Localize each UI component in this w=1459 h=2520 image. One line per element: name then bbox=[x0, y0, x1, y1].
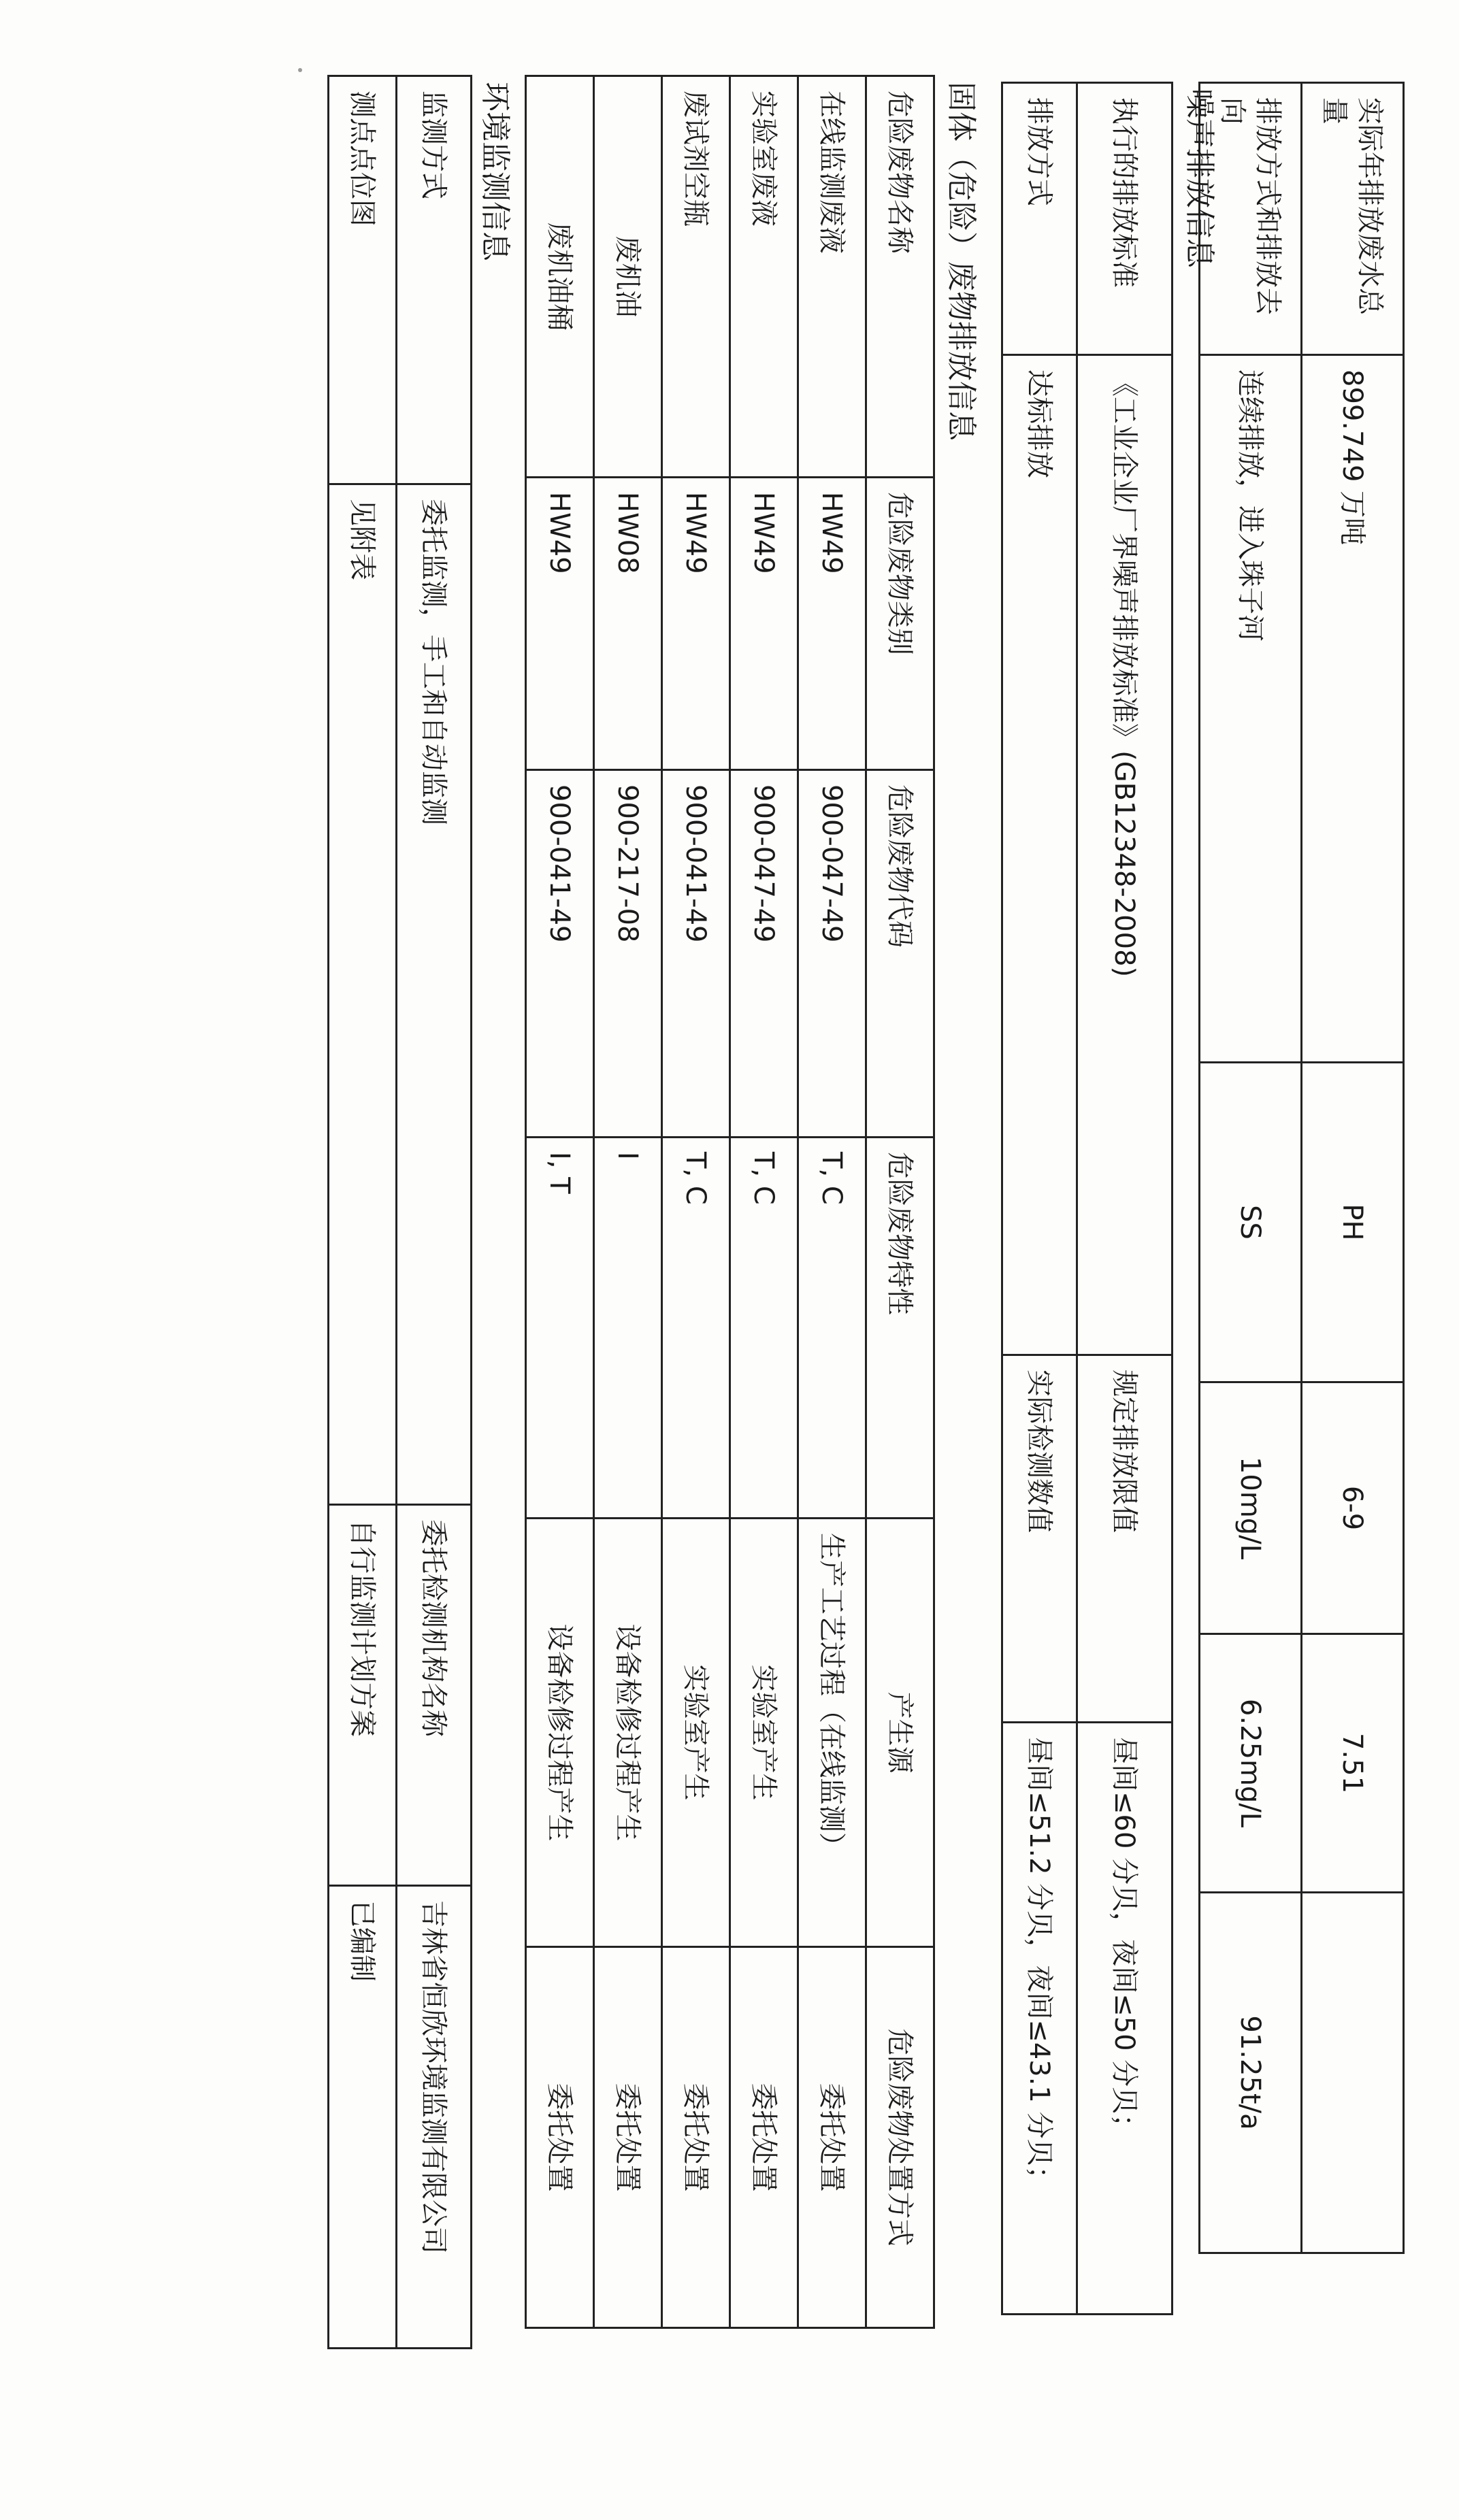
waste-property: T, C bbox=[730, 1138, 798, 1519]
monitoring-heading: 环境监测信息 bbox=[478, 82, 512, 261]
waste-name: 废机油桶 bbox=[526, 76, 594, 478]
discharge-mode-value: 连续排放，进入珠子河 bbox=[1200, 355, 1302, 1063]
waste-category: HW49 bbox=[526, 478, 594, 770]
waste-disposal: 委托处置 bbox=[594, 1947, 662, 2328]
waste-category: HW49 bbox=[730, 478, 798, 770]
ss-actual: 6.25mg/L bbox=[1200, 1634, 1302, 1893]
waste-source: 实验室产生 bbox=[730, 1519, 798, 1947]
self-monitoring-plan-label: 自行监测计划方案 bbox=[329, 1505, 397, 1886]
self-monitoring-plan-value: 已编制 bbox=[329, 1886, 397, 2349]
table-row bbox=[1302, 83, 1404, 2253]
table-row bbox=[662, 76, 730, 2328]
table-row bbox=[397, 76, 472, 2349]
ph-actual: 7.51 bbox=[1302, 1634, 1404, 1893]
ph-limit: 6-9 bbox=[1302, 1382, 1404, 1634]
noise-table bbox=[1001, 82, 1173, 2315]
waste-code: 900-047-49 bbox=[730, 770, 798, 1138]
waste-code: 900-217-08 bbox=[594, 770, 662, 1138]
ph-param: PH bbox=[1302, 1063, 1404, 1382]
waste-disposal: 委托处置 bbox=[662, 1947, 730, 2328]
waste-disposal: 委托处置 bbox=[798, 1947, 866, 2328]
agency-value: 吉林省恒欣环境监测有限公司 bbox=[397, 1886, 472, 2349]
scan-speck bbox=[298, 68, 302, 72]
waste-name: 实验室废液 bbox=[730, 76, 798, 478]
table-header-row bbox=[866, 76, 934, 2328]
waste-source: 实验室产生 bbox=[662, 1519, 730, 1947]
header-disposal: 危险废物处置方式 bbox=[866, 1947, 934, 2328]
ss-param: SS bbox=[1200, 1063, 1302, 1382]
noise-mode-label: 排放方式 bbox=[1002, 83, 1077, 355]
noise-limit-value: 昼间≤60 分贝，夜间≤50 分贝； bbox=[1077, 1723, 1173, 2315]
wastewater-total-value: 899.749 万吨 bbox=[1302, 355, 1404, 1063]
point-map-label: 测点点位图 bbox=[329, 76, 397, 484]
wastewater-table bbox=[1198, 82, 1405, 2254]
waste-code: 900-047-49 bbox=[798, 770, 866, 1138]
waste-property: I bbox=[594, 1138, 662, 1519]
waste-property: I, T bbox=[526, 1138, 594, 1519]
hazardous-waste-table bbox=[525, 75, 935, 2329]
wastewater-total-label: 实际年排放废水总量 bbox=[1302, 83, 1404, 355]
waste-name: 废试剂空瓶 bbox=[662, 76, 730, 478]
waste-source: 生产工艺过程（在线监测） bbox=[798, 1519, 866, 1947]
header-waste-category: 危险废物类别 bbox=[866, 478, 934, 770]
waste-property: T, C bbox=[662, 1138, 730, 1519]
noise-standard-value: 《工业企业厂界噪声排放标准》(GB12348-2008) bbox=[1077, 355, 1173, 1355]
ss-limit: 10mg/L bbox=[1200, 1382, 1302, 1634]
waste-category: HW08 bbox=[594, 478, 662, 770]
waste-source: 设备检修过程产生 bbox=[526, 1519, 594, 1947]
table-row bbox=[1002, 83, 1077, 2315]
waste-disposal: 委托处置 bbox=[526, 1947, 594, 2328]
table-row bbox=[594, 76, 662, 2328]
table-row bbox=[329, 76, 397, 2349]
monitoring-method-label: 监测方式 bbox=[397, 76, 472, 484]
ph-annual bbox=[1302, 1893, 1404, 2253]
waste-category: HW49 bbox=[798, 478, 866, 770]
table-row bbox=[798, 76, 866, 2328]
noise-mode-value: 达标排放 bbox=[1002, 355, 1077, 1355]
header-waste-name: 危险废物名称 bbox=[866, 76, 934, 478]
noise-actual-label: 实际检测数值 bbox=[1002, 1355, 1077, 1723]
table-row bbox=[1077, 83, 1173, 2315]
discharge-mode-label: 排放方式和排放去向 bbox=[1200, 83, 1302, 355]
waste-code: 900-041-49 bbox=[662, 770, 730, 1138]
monitoring-table bbox=[327, 75, 472, 2349]
table-row bbox=[730, 76, 798, 2328]
noise-actual-value: 昼间≤51.2 分贝，夜间≤43.1 分贝； bbox=[1002, 1723, 1077, 2315]
monitoring-method-value: 委托监测，手工和自动监测 bbox=[397, 484, 472, 1505]
waste-name: 废机油 bbox=[594, 76, 662, 478]
waste-disposal: 委托处置 bbox=[730, 1947, 798, 2328]
waste-property: T, C bbox=[798, 1138, 866, 1519]
noise-standard-label: 执行的排放标准 bbox=[1077, 83, 1173, 355]
waste-code: 900-041-49 bbox=[526, 770, 594, 1138]
waste-name: 在线监测废液 bbox=[798, 76, 866, 478]
point-map-value: 见附表 bbox=[329, 484, 397, 1505]
header-waste-code: 危险废物代码 bbox=[866, 770, 934, 1138]
table-row bbox=[526, 76, 594, 2328]
waste-category: HW49 bbox=[662, 478, 730, 770]
hazardous-heading: 固体（危险）废物排放信息 bbox=[944, 82, 979, 441]
header-waste-property: 危险废物特性 bbox=[866, 1138, 934, 1519]
header-source: 产生源 bbox=[866, 1519, 934, 1947]
ss-annual: 91.25t/a bbox=[1200, 1893, 1302, 2253]
noise-heading: 噪声排放信息 bbox=[1182, 88, 1217, 268]
table-row bbox=[1200, 83, 1302, 2253]
noise-limit-label: 规定排放限值 bbox=[1077, 1355, 1173, 1723]
agency-label: 委托检测机构名称 bbox=[397, 1505, 472, 1886]
waste-source: 设备检修过程产生 bbox=[594, 1519, 662, 1947]
